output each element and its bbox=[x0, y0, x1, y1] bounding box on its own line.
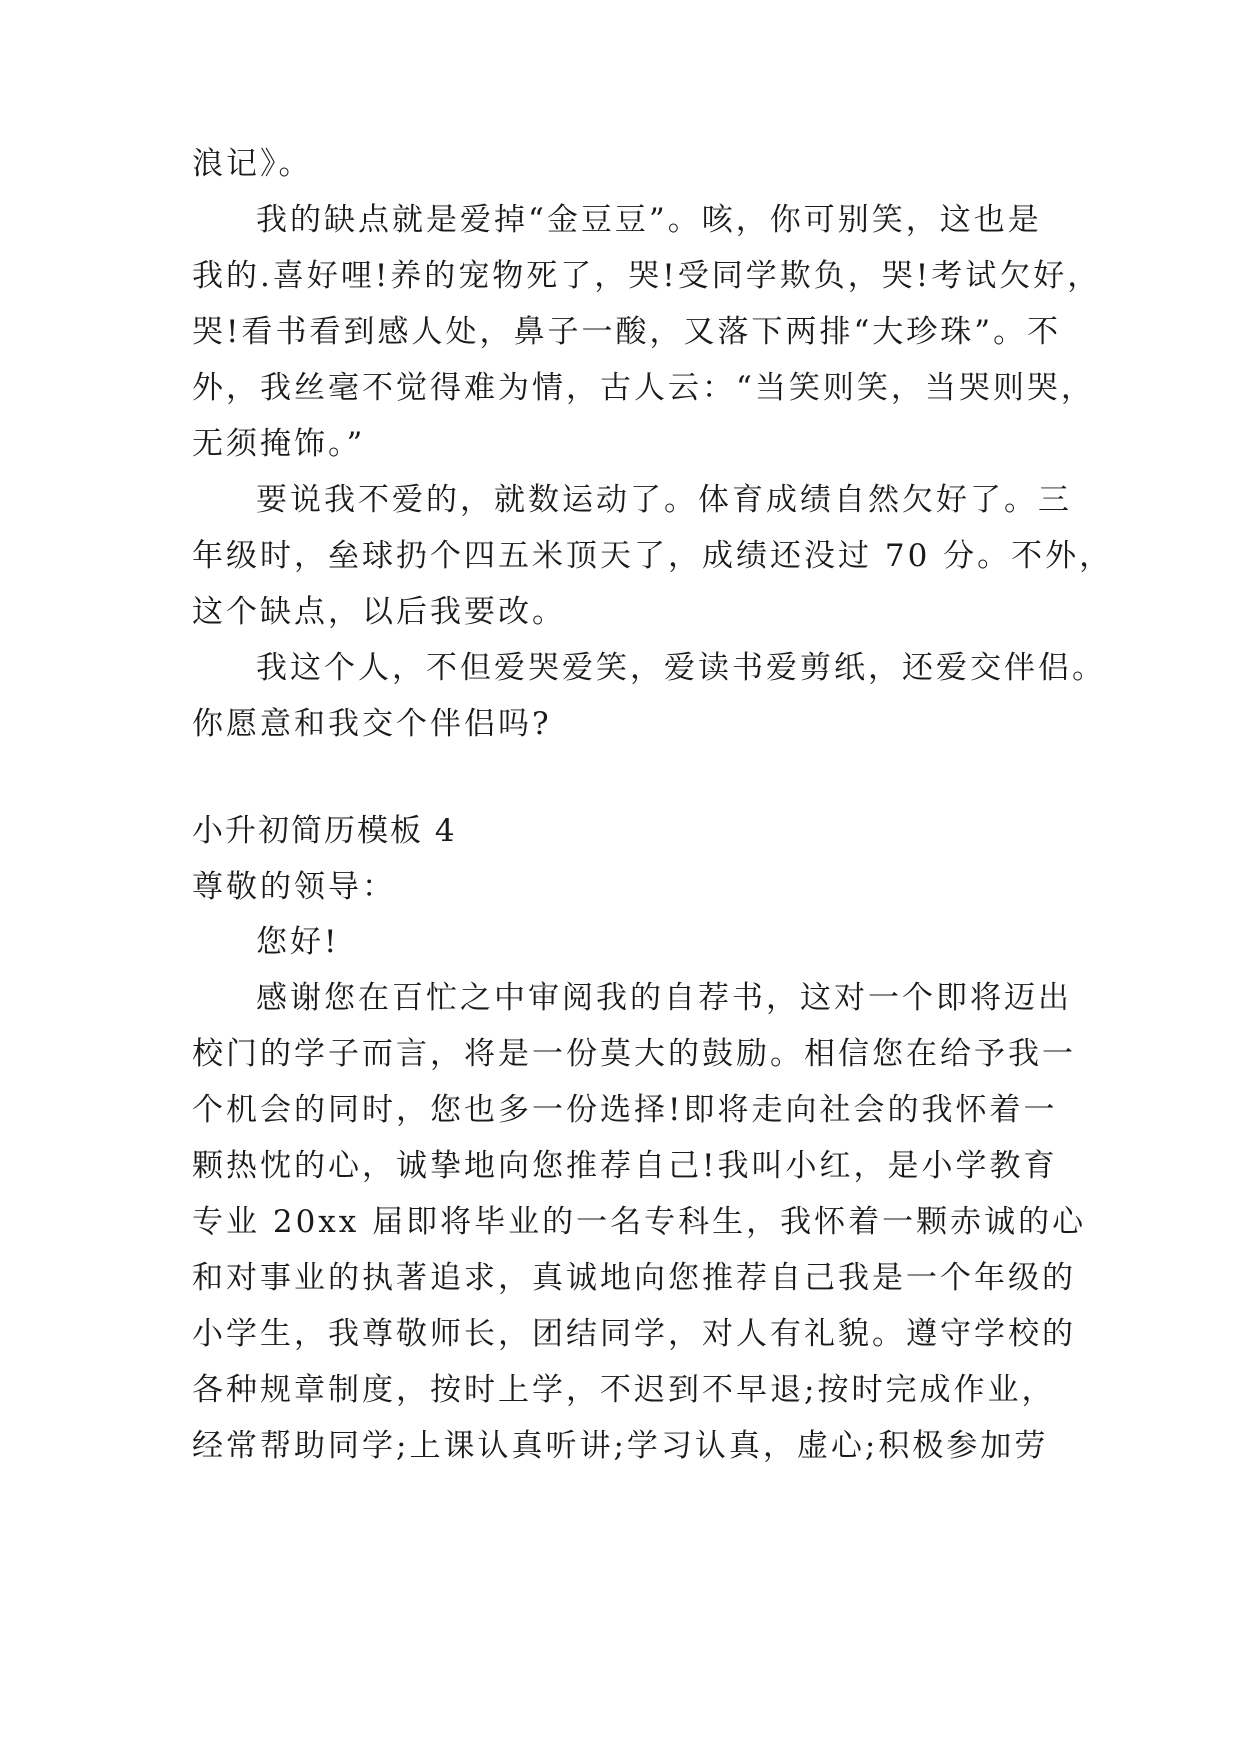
text-line: 你愿意和我交个伴侣吗? bbox=[192, 706, 552, 742]
text-line: 小学生，我尊敬师长，团结同学，对人有礼貌。遵守学校的 bbox=[192, 1316, 1076, 1352]
text-line: 年级时，垒球扔个四五米顶天了，成绩还没过 70 分。不外， bbox=[192, 538, 1114, 574]
text-line: 颗热忱的心，诚挚地向您推荐自己!我叫小红，是小学教育 bbox=[192, 1148, 1058, 1184]
text-line: 哭!看书看到感人处，鼻子一酸，又落下两排“大珍珠”。不 bbox=[192, 314, 1062, 350]
text-line: 要说我不爱的，就数运动了。体育成绩自然欠好了。三 bbox=[256, 482, 1072, 518]
salutation: 尊敬的领导： bbox=[192, 869, 396, 905]
text-line: 个机会的同时，您也多一份选择!即将走向社会的我怀着一 bbox=[192, 1092, 1058, 1128]
text-line: 各种规章制度，按时上学，不迟到不早退;按时完成作业， bbox=[192, 1372, 1056, 1408]
text-line: 外，我丝毫不觉得难为情，古人云：“当笑则笑，当哭则哭， bbox=[192, 370, 1095, 406]
text-line: 无须掩饰。” bbox=[192, 426, 366, 462]
text-line: 浪记》。 bbox=[192, 146, 313, 182]
text-line: 经常帮助同学;上课认真听讲;学习认真，虚心;积极参加劳 bbox=[192, 1428, 1049, 1464]
text-line: 和对事业的执著追求，真诚地向您推荐自己我是一个年级的 bbox=[192, 1260, 1076, 1296]
text-line: 校门的学子而言，将是一份莫大的鼓励。相信您在给予我一 bbox=[192, 1036, 1076, 1072]
text-line: 这个缺点，以后我要改。 bbox=[192, 594, 566, 630]
section-title: 小升初简历模板 4 bbox=[192, 813, 457, 849]
text-line: 我的缺点就是爱掉“金豆豆”。咳，你可别笑，这也是 bbox=[256, 202, 1042, 238]
greeting: 您好! bbox=[256, 924, 340, 960]
text-line: 专业 20xx 届即将毕业的一名专科生，我怀着一颗赤诚的心 bbox=[192, 1204, 1087, 1240]
text-line: 我这个人，不但爱哭爱笑，爱读书爱剪纸，还爱交伴侣。 bbox=[256, 650, 1106, 686]
text-line: 感谢您在百忙之中审阅我的自荐书，这对一个即将迈出 bbox=[256, 980, 1072, 1016]
text-line: 我的.喜好哩!养的宠物死了，哭!受同学欺负，哭!考试欠好， bbox=[192, 258, 1102, 294]
